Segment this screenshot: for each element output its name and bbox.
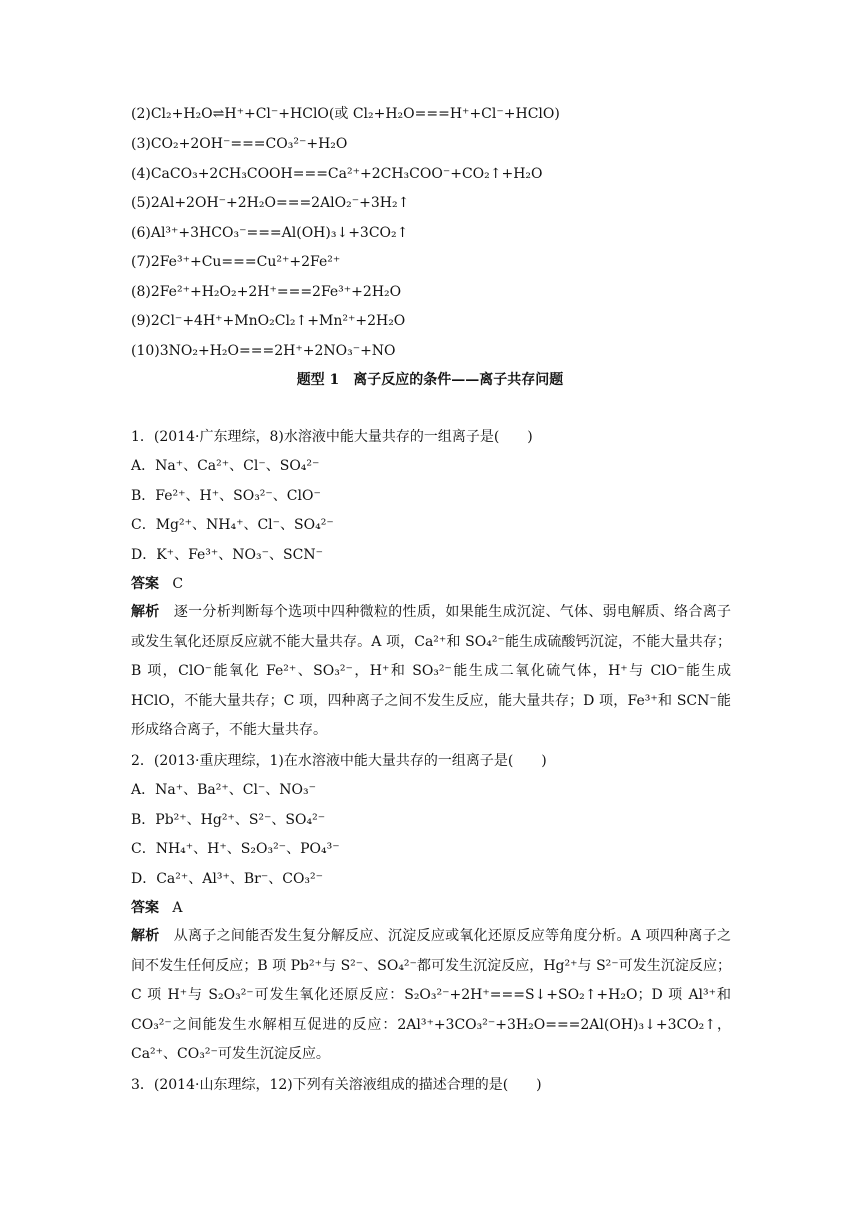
option-a: A．Na⁺、Ba²⁺、Cl⁻、NO₃⁻ <box>131 782 317 798</box>
option-c: C．Mg²⁺、NH₄⁺、Cl⁻、SO₄²⁻ <box>131 517 334 533</box>
answer-line <box>131 898 182 918</box>
equation-line: (7)2Fe³⁺+Cu===Cu²⁺+2Fe²⁺ <box>131 254 341 270</box>
answer-label: 答案 <box>131 576 159 592</box>
equation-line: (8)2Fe²⁺+H₂O₂+2H⁺===2Fe³⁺+2H₂O <box>131 284 402 300</box>
option-a: A．Na⁺、Ca²⁺、Cl⁻、SO₄²⁻ <box>131 458 320 474</box>
equation-line: (6)Al³⁺+3HCO₃⁻===Al(OH)₃↓+3CO₂↑ <box>131 225 409 241</box>
analysis-paragraph <box>131 598 731 746</box>
answer-label: 答案 <box>131 900 159 916</box>
analysis-label: 解析 <box>131 604 160 620</box>
equation-line: (4)CaCO₃+2CH₃COOH===Ca²⁺+2CH₃COO⁻+CO₂↑+H₂O <box>131 166 543 182</box>
question-stem: 1．(2014·广东理综，8)水溶液中能大量共存的一组离子是( ) <box>131 429 533 445</box>
answer-value: C <box>172 576 184 592</box>
answer-line <box>131 574 183 594</box>
analysis-text: 逐一分析判断每个选项中四种微粒的性质，如果能生成沉淀、气体、弱电解质、络合离子或发生氧化还原反应就不能大量共存。A 项，Ca²⁺和 SO₄²⁻能生成硫酸钙沉淀，不能大量共存；B 项，ClO⁻能氧化 Fe²⁺、SO₃²⁻，H⁺和 SO₃²⁻能生成二氧化硫气体，H⁺与 ClO⁻能生成 HClO，不能大量共存；C 项，四种离子之间不发生反应，能大量共存；D 项，Fe³⁺和 SCN⁻能形成络合离子，不能大量共存。 <box>131 604 731 738</box>
option-c: C．NH₄⁺、H⁺、S₂O₃²⁻、PO₄³⁻ <box>131 841 340 857</box>
analysis-text: 从离子之间能否发生复分解反应、沉淀反应或氧化还原反应等角度分析。A 项四种离子之间不发生任何反应；B 项 Pb²⁺与 S²⁻、SO₄²⁻都可发生沉淀反应，Hg²⁺与 S²⁻可发生沉淀反应；C 项 H⁺与 S₂O₃²⁻可发生氧化还原反应：S₂O₃²⁻+2H⁺===S↓+SO₂↑+H₂O；D 项 Al³⁺和 CO₃²⁻之间能发生水解相互促进的反应：2Al³⁺+3CO₃²⁻+3H₂O===2Al(OH)₃↓+3CO₂↑，Ca²⁺、CO₃²⁻可发生沉淀反应。 <box>131 928 731 1062</box>
equation-line: (3)CO₂+2OH⁻===CO₃²⁻+H₂O <box>131 136 348 152</box>
option-b: B．Fe²⁺、H⁺、SO₃²⁻、ClO⁻ <box>131 488 321 504</box>
analysis-paragraph <box>131 922 731 1070</box>
option-d: D．Ca²⁺、Al³⁺、Br⁻、CO₃²⁻ <box>131 871 324 887</box>
option-b: B．Pb²⁺、Hg²⁺、S²⁻、SO₄²⁻ <box>131 812 326 828</box>
analysis-label: 解析 <box>131 928 160 944</box>
option-d: D．K⁺、Fe³⁺、NO₃⁻、SCN⁻ <box>131 547 323 563</box>
equation-line: (5)2Al+2OH⁻+2H₂O===2AlO₂⁻+3H₂↑ <box>131 195 410 211</box>
section-title: 题型 1 离子反应的条件——离子共存问题 <box>296 372 564 388</box>
question-stem: 2．(2013·重庆理综，1)在水溶液中能大量共存的一组离子是( ) <box>131 753 547 769</box>
equation-line: (2)Cl₂+H₂O⇌H⁺+Cl⁻+HClO(或 Cl₂+H₂O===H⁺+Cl⁻+HClO) <box>131 106 560 122</box>
answer-value: A <box>172 900 183 916</box>
question-stem: 3．(2014·山东理综，12)下列有关溶液组成的描述合理的是( ) <box>131 1077 542 1093</box>
equation-line: (9)2Cl⁻+4H⁺+MnO₂Cl₂↑+Mn²⁺+2H₂O <box>131 313 406 329</box>
equation-line: (10)3NO₂+H₂O===2H⁺+2NO₃⁻+NO <box>131 343 396 359</box>
